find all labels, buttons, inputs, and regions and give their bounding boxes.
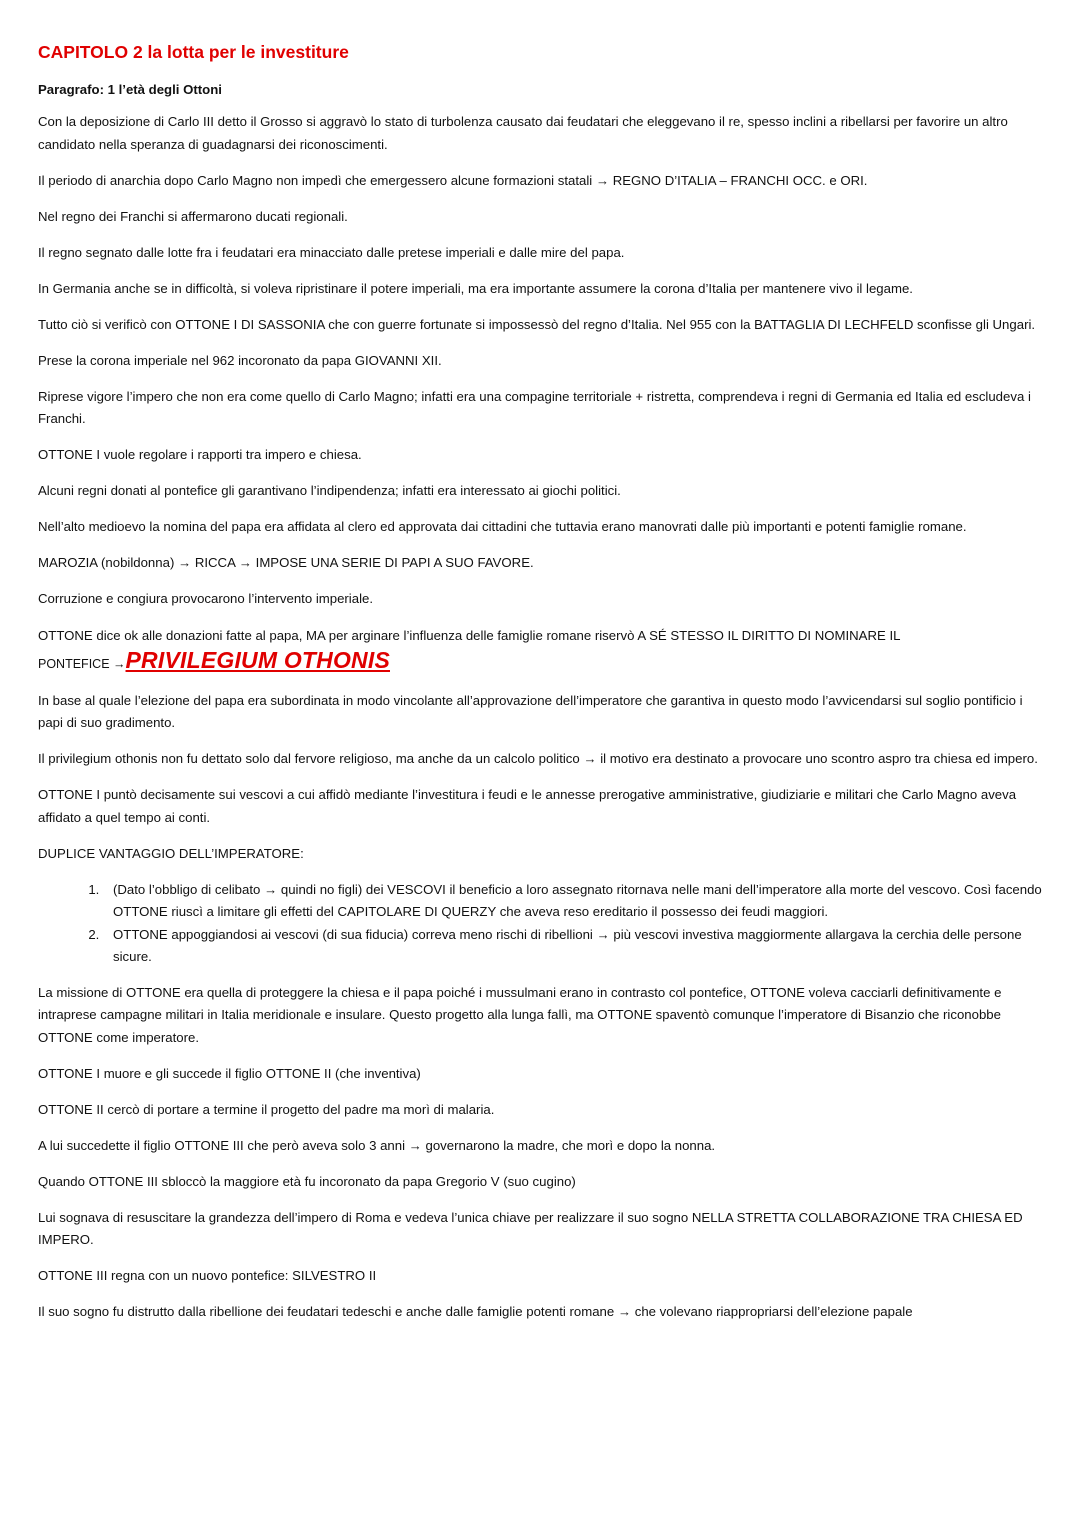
paragraph-5: In Germania anche se in difficoltà, si voleva ripristinare il potere imperiali, ma era importante assumere la corona d’Italia per mantenere vivo il legame. [38, 280, 913, 296]
paragraph-17: OTTONE I puntò decisamente sui vescovi a cui affidò mediante l’investitura i feudi e le annesse prerogative amministrative, giudiziarie e militari che Carlo Magno aveva affidato a quel tempo ai conti. [38, 787, 1017, 825]
paragraph-13: Corruzione e congiura provocarono l’intervento imperiale. [38, 591, 373, 606]
paragraph-19: La missione di OTTONE era quella di proteggere la chiesa e il papa poiché i mussulmani erano in contrasto col pontefice, OTTONE voleva cacciarli definitivamente e intraprese campagne militari in Italia meridionale e insulare. Questo progetto alla lunga fallì, ma OTTONE spaventò comunque l’imperatore di Bisanzio che riconobbe OTTONE come imperatore. [38, 984, 1002, 1045]
paragraph-10: Alcuni regni donati al pontefice gli garantivano l’indipendenza; infatti era interessato ai giochi politici. [38, 483, 621, 498]
document-page [38, 40, 1050, 1337]
paragraph-8: Riprese vigore l’impero che non era come quello di Carlo Magno; infatti era una compagine territoriale + ristretta, comprendeva i regni di Germania ed Italia ed escludeva i Franchi. [38, 388, 1031, 426]
pontefice-label: PONTEFICE → [38, 657, 126, 671]
paragraph-22: A lui succedette il figlio OTTONE III che però aveva solo 3 anni → governarono la madre, che morì e dopo la nonna. [38, 1137, 716, 1153]
paragraph-18: DUPLICE VANTAGGIO DELL’IMPERATORE: [38, 845, 304, 861]
paragraph-24: Lui sognava di resuscitare la grandezza dell’impero di Roma e vedeva l’unica chiave per realizzare il suo sogno NELLA STRETTA COLLABORAZIONE TRA CHIESA ED IMPERO. [38, 1209, 1023, 1247]
paragraph-23: Quando OTTONE III sbloccò la maggiore età fu incoronato da papa Gregorio V (suo cugino) [38, 1173, 576, 1189]
paragraph-4: Il regno segnato dalle lotte fra i feudatari era minacciato dalle pretese imperiali e dalle mire del papa. [38, 244, 625, 260]
paragraph-14-text: OTTONE dice ok alle donazioni fatte al papa, MA per arginare l’influenza delle famiglie romane riservò A SÉ STESSO IL DIRITTO DI NOMINARE IL [38, 628, 901, 643]
advantages-list [38, 879, 1050, 969]
paragraph-20: OTTONE I muore e gli succede il figlio OTTONE II (che inventiva) [38, 1065, 421, 1081]
paragraph-21: OTTONE II cercò di portare a termine il progetto del padre ma morì di malaria. [38, 1101, 495, 1117]
chapter-title: CAPITOLO 2 la lotta per le investiture [38, 42, 349, 62]
list-item: 2. OTTONE appoggiandosi ai vescovi (di sua fiducia) correva meno rischi di ribellioni → più vescovi investiva maggiormente allargava la cerchia delle persone sicure. [103, 924, 1050, 969]
paragraph-9: OTTONE I vuole regolare i rapporti tra impero e chiesa. [38, 447, 362, 462]
paragraph-11: Nell’alto medioevo la nomina del papa era affidata al clero ed approvata dai cittadini che tuttavia erano manovrati dalle più importanti e potenti famiglie romane. [38, 519, 967, 534]
paragraph-12: MAROZIA (nobildonna) → RICCA → IMPOSE UNA SERIE DI PAPI A SUO FAVORE. [38, 555, 534, 570]
paragraph-26: Il suo sogno fu distrutto dalla ribellione dei feudatari tedeschi e anche dalle famiglie potenti romane → che volevano riappropriarsi dell’elezione papale [38, 1304, 913, 1319]
paragraph-heading: Paragrafo: 1 l’età degli Ottoni [38, 82, 222, 97]
paragraph-15: In base al quale l’elezione del papa era subordinata in modo vincolante all’approvazione dell’imperatore che garantiva in questo modo l’avvicendarsi sul soglio pontificio i papi di suo gradimento. [38, 692, 1023, 730]
paragraph-6: Tutto ciò si verificò con OTTONE I DI SASSONIA che con guerre fortunate si impossessò del regno d’Italia. Nel 955 con la BATTAGLIA DI LECHFELD sconfisse gli Ungari. [38, 316, 1036, 332]
paragraph-25: OTTONE III regna con un nuovo pontefice: SILVESTRO II [38, 1268, 377, 1283]
paragraph-14 [38, 624, 1050, 676]
paragraph-1: Con la deposizione di Carlo III detto il Grosso si aggravò lo stato di turbolenza causato dai feudatari che eleggevano il re, spesso inclini a ribellarsi per favorire un altro candidato nella speranza di guadagnarsi dei riconoscimenti. [38, 114, 1008, 152]
paragraph-2: Il periodo di anarchia dopo Carlo Magno non impedì che emergessero alcune formazioni statali → REGNO D’ITALIA – FRANCHI OCC. e ORI. [38, 172, 868, 188]
paragraph-3: Nel regno dei Franchi si affermarono ducati regionali. [38, 208, 348, 224]
paragraph-16: Il privilegium othonis non fu dettato solo dal fervore religioso, ma anche da un calcolo politico → il motivo era destinato a provocare uno scontro aspro tra chiesa ed impero. [38, 751, 1038, 766]
privilegium-othonis-heading: PRIVILEGIUM OTHONIS [125, 647, 390, 673]
list-item: 1. (Dato l’obbligo di celibato → quindi no figli) dei VESCOVI il beneficio a loro assegnato ritornava nelle mani dell’imperatore alla morte del vescovo. Così facendo OTTONE riuscì a limitare gli effetti del CAPITOLARE DI QUERZY che aveva reso ereditario il possesso dei feudi maggiori. [103, 879, 1050, 924]
paragraph-7: Prese la corona imperiale nel 962 incoronato da papa GIOVANNI XII. [38, 352, 442, 368]
